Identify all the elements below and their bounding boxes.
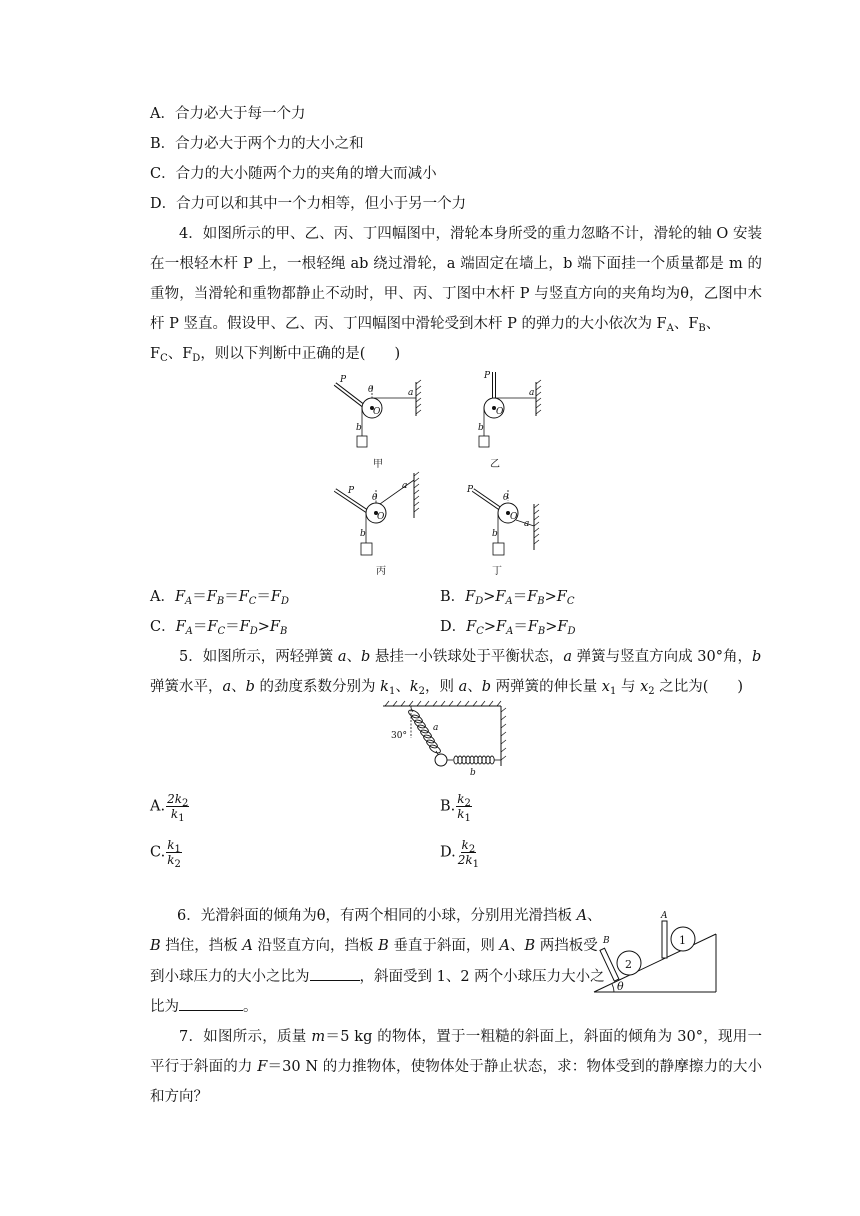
- svg-text:a: a: [433, 723, 439, 733]
- q5-option-d: D. $\frac{k_2}{2k_1}$: [440, 838, 479, 870]
- q5-option-b: B. $\frac{k_2}{k_1}$: [440, 792, 471, 824]
- q3-option-c: C．合力的大小随两个力的夹角的增大而减小: [150, 166, 437, 182]
- svg-text:P: P: [340, 375, 347, 385]
- figure-jia: [335, 375, 421, 470]
- svg-text:b: b: [356, 423, 362, 433]
- answer-blank-2: [179, 996, 243, 1011]
- figure-ding: [466, 485, 539, 577]
- svg-text:a: a: [408, 388, 414, 398]
- svg-text:b: b: [492, 529, 498, 539]
- svg-text:B: B: [603, 936, 610, 946]
- q6-line-4: 比为 。: [150, 996, 258, 1017]
- svg-text:甲: 甲: [373, 459, 383, 470]
- q4-figure: [330, 368, 550, 580]
- svg-text:O: O: [373, 407, 381, 417]
- q4-option-c: C．$F_A=F_C=F_D>F_B$: [150, 619, 288, 637]
- q6-figure: [590, 906, 720, 998]
- svg-text:θ: θ: [503, 493, 509, 503]
- svg-text:乙: 乙: [490, 459, 500, 470]
- q6-line-2: B 挡住，挡板 A 沿竖直方向，挡板 B 垂直于斜面，则 A、B 两挡板受: [150, 938, 598, 954]
- q3-option-b: B．合力必大于两个力的大小之和: [150, 136, 364, 152]
- svg-text:a: a: [402, 481, 408, 491]
- svg-text:P: P: [348, 486, 355, 496]
- svg-text:O: O: [377, 512, 385, 522]
- svg-text:θ: θ: [617, 980, 624, 993]
- q6-line-3: 到小球压力的大小之比为 ，斜面受到 1、2 两个小球压力大小之: [150, 966, 605, 987]
- svg-text:b: b: [470, 768, 476, 778]
- svg-text:丙: 丙: [376, 566, 386, 577]
- q3-option-d: D．合力可以和其中一个力相等，但小于另一个力: [150, 196, 467, 212]
- svg-text:1: 1: [679, 934, 686, 947]
- answer-blank-1: [310, 966, 360, 981]
- q4-option-a: A．$F_A=F_B=F_C=F_D$: [150, 589, 290, 607]
- svg-text:θ: θ: [372, 493, 378, 503]
- svg-text:O: O: [510, 512, 518, 522]
- q3-option-a: A．合力必大于每一个力: [150, 106, 306, 122]
- figure-bing: [335, 472, 419, 577]
- svg-text:b: b: [478, 423, 484, 433]
- svg-text:θ: θ: [368, 385, 374, 395]
- q5-option-c: C. $\frac{k_1}{k_2}$: [150, 838, 181, 870]
- svg-text:a: a: [524, 519, 530, 529]
- q5-figure: [375, 700, 515, 782]
- svg-text:P: P: [467, 485, 474, 495]
- q7-stem: 7．如图所示，质量 m＝5 kg 的物体，置于一粗糙的斜面上，斜面的倾角为 30°，现用一平行于斜面的力 F＝30 N 的力推物体，使物体处于静止状态，求：物体受到的静摩擦力的大小和方向？: [150, 1029, 763, 1105]
- figure-yi: [478, 371, 541, 470]
- q6-line-1: 6．光滑斜面的倾角为θ，有两个相同的小球，分别用光滑挡板 A、: [177, 908, 602, 924]
- svg-text:a: a: [529, 388, 535, 398]
- svg-text:O: O: [496, 407, 504, 417]
- q5-stem: 5．如图所示，两轻弹簧 a、b 悬挂一小铁球处于平衡状态，a 弹簧与竖直方向成 30°角，b 弹簧水平，a、b 的劲度系数分别为 $k_1$、$k_2$，则 a、b 两弹簧的伸长量 $x_1$ 与 $x_2$ 之比为( ): [150, 649, 762, 697]
- q4-stem: 4．如图所示的甲、乙、丙、丁四幅图中，滑轮本身所受的重力忽略不计，滑轮的轴 O 安装在一根轻木杆 P 上，一根轻绳 ab 绕过滑轮，a 端固定在墙上，b 端下面挂一个质量都是 m 的重物，当滑轮和重物都静止不动时，甲、丙、丁图中木杆 P 与竖直方向的夹角均为θ，乙图中木杆 P 竖直。假设甲、乙、丙、丁四幅图中滑轮受到木杆 P 的弹力的大小依次为 $F_A$、$F_B$、 $F_C$、$F_D$，则以下判断中正确的是( ): [150, 226, 762, 364]
- q5-option-a: A. $\frac{2k_2}{k_1}$: [150, 792, 189, 824]
- q4-option-b: B．$F_D>F_A=F_B>F_C$: [440, 589, 575, 607]
- svg-text:丁: 丁: [492, 566, 502, 577]
- q4-option-d: D．$F_C>F_A=F_B>F_D$: [440, 619, 576, 637]
- svg-text:30°: 30°: [391, 731, 407, 741]
- svg-text:A: A: [661, 911, 668, 921]
- svg-text:P: P: [484, 371, 491, 381]
- svg-text:2: 2: [625, 958, 632, 971]
- svg-text:b: b: [360, 529, 366, 539]
